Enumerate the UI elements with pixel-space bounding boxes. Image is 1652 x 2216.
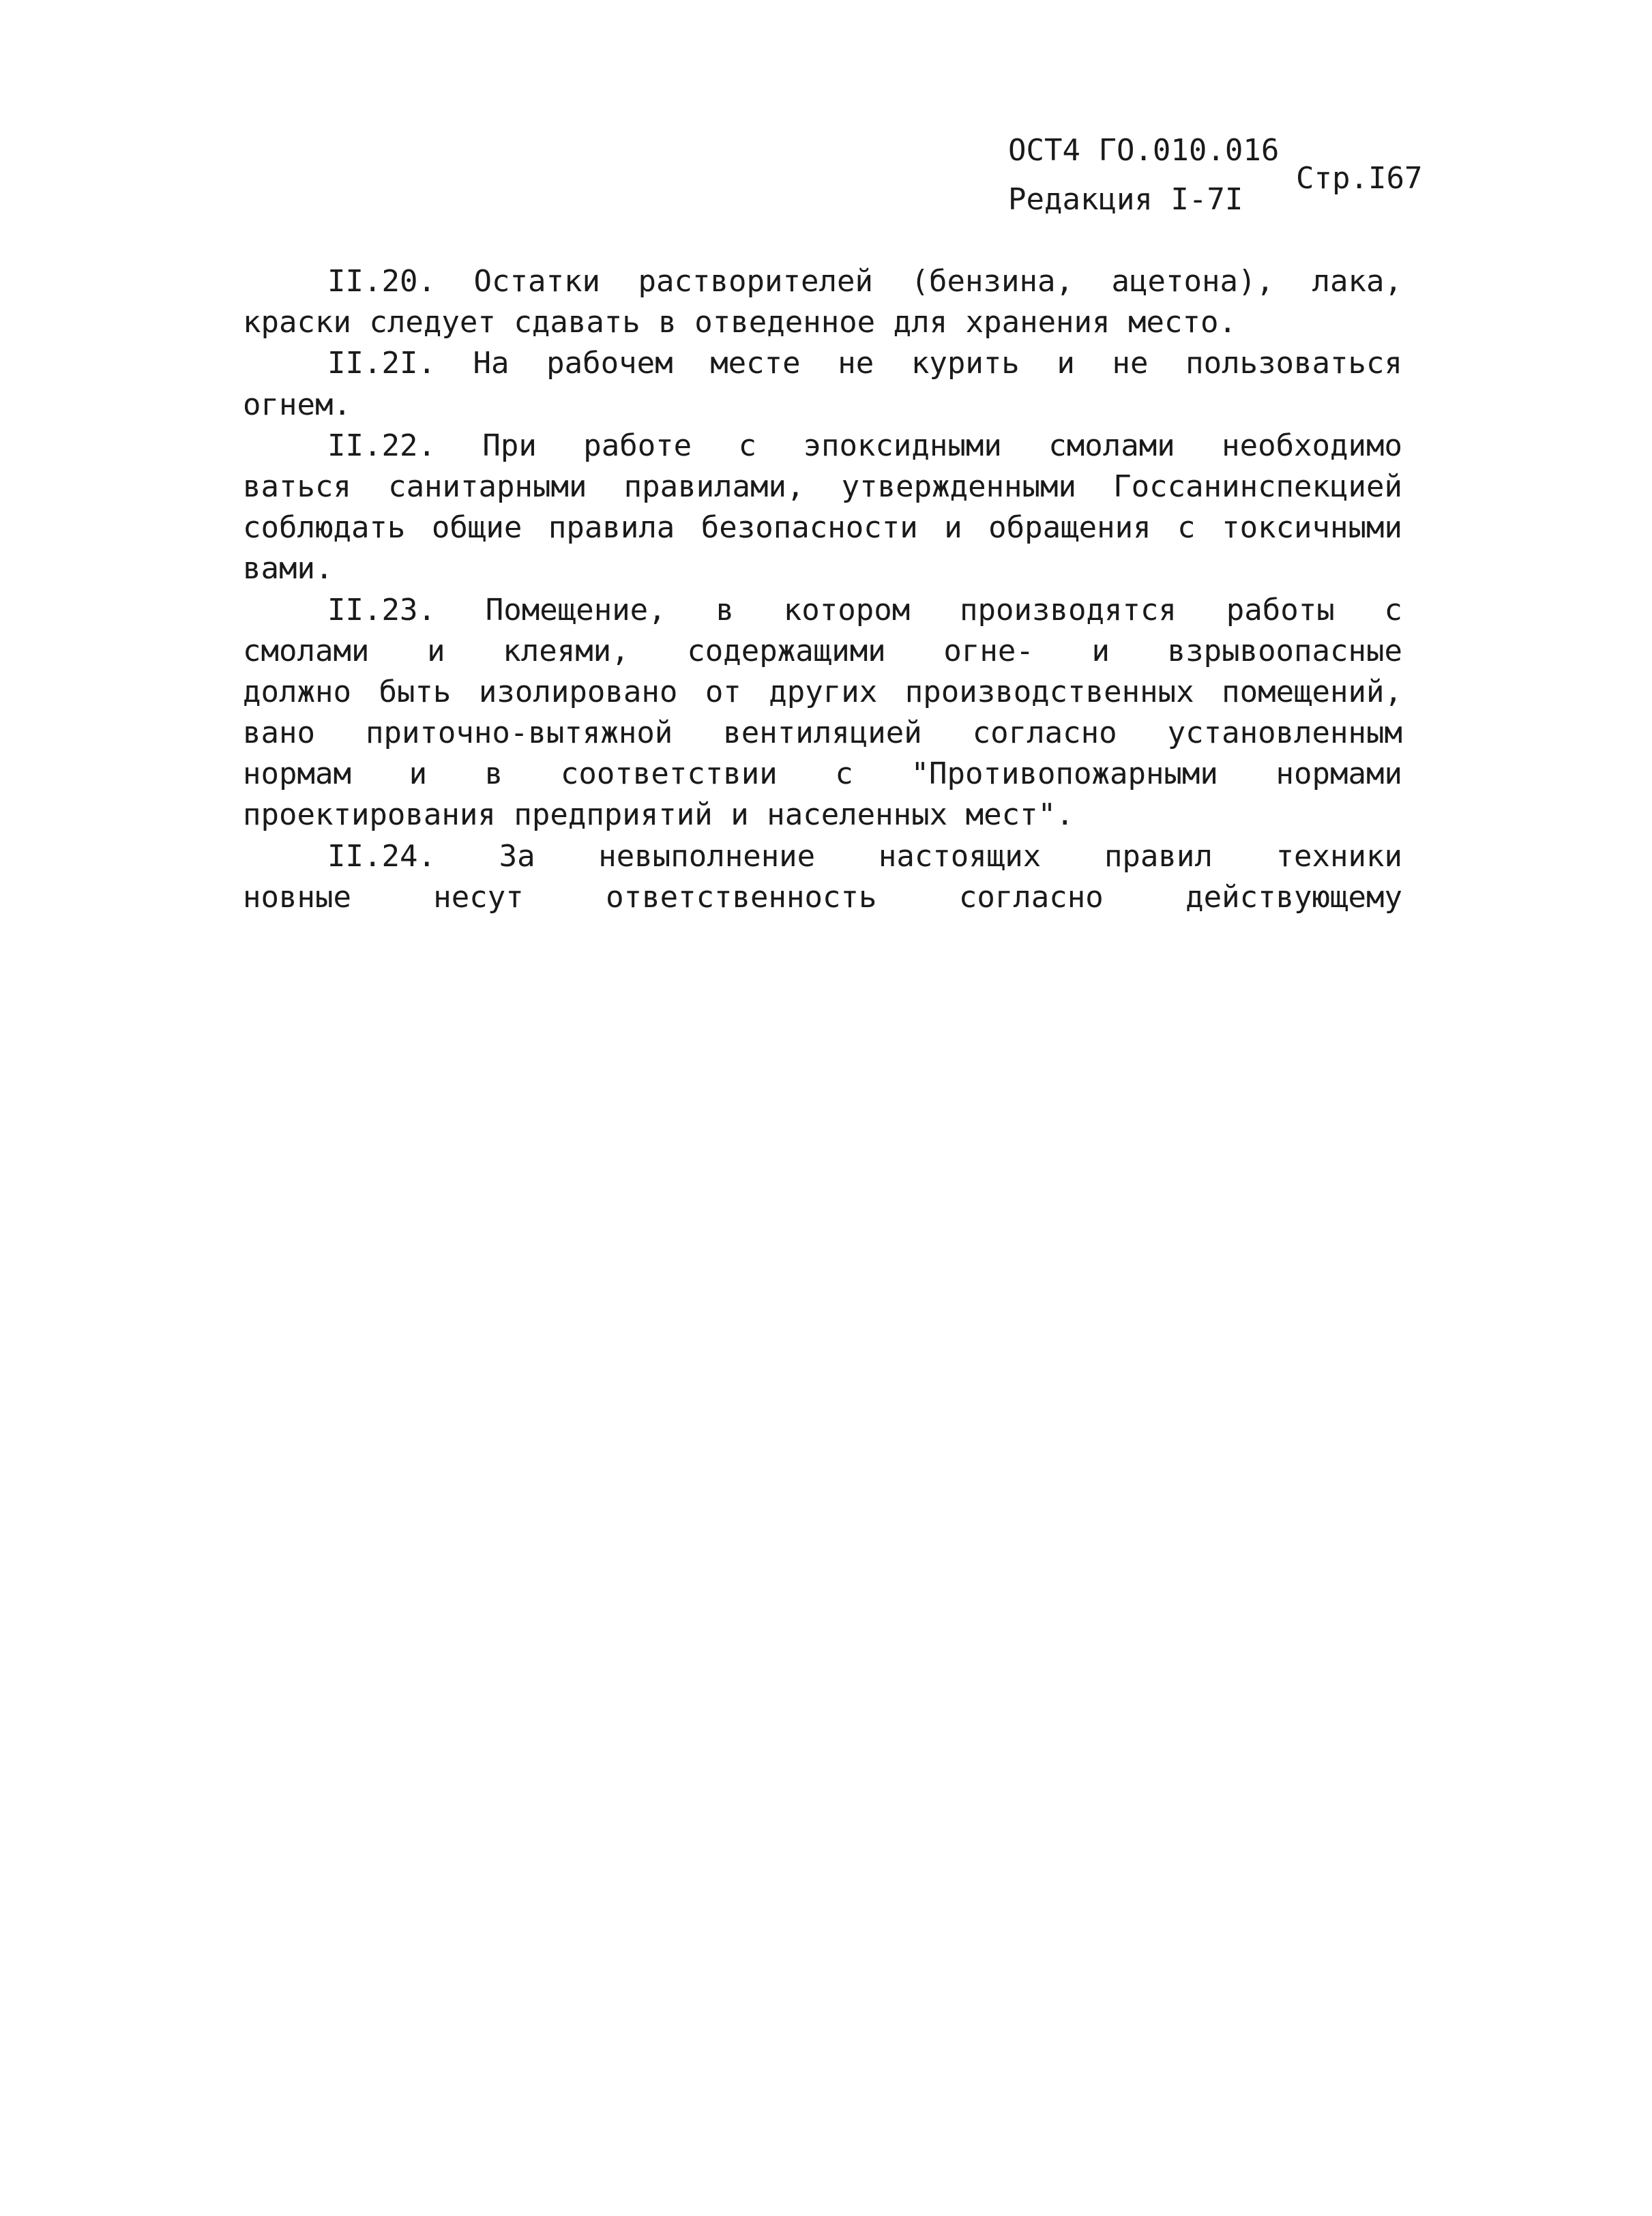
document-header [1008, 126, 1279, 224]
text-line: II.2I. На рабочем месте не курить и не пользоваться [327, 346, 1402, 381]
text-line: вано приточно-вытяжной вентиляцией согласно установленным [243, 715, 1402, 751]
text-line: II.23. Помещение, в котором производятся работы с [327, 592, 1402, 627]
text-line: краски следует сдавать в отведенное для хранения место. [243, 305, 1237, 340]
edition-label: Редакция I-7I [1008, 182, 1243, 217]
text-line: проектирования предприятий и населенных мест". [243, 797, 1074, 833]
text-line: соблюдать общие правила безопасности и обращения с токсичными [243, 510, 1402, 546]
standard-code: ОСТ4 ГО.010.016 [1008, 133, 1280, 168]
text-line: новные несут ответственность согласно действующему [243, 879, 1402, 915]
text-line: смолами и клеями, содержащими огне- и взрывоопасные [243, 633, 1402, 668]
text-line: II.20. Остатки растворителей (бензина, ацетона), лака, [327, 264, 1402, 299]
text-line: II.22. При работе с эпоксидными смолами необходимо [327, 428, 1402, 463]
text-line: должно быть изолировано от других производственных помещений, [243, 674, 1402, 709]
text-line: нормам и в соответствии с "Противопожарными нормами [243, 756, 1402, 792]
text-line: огнем. [243, 387, 351, 422]
text-line: II.24. За невыполнение настоящих правил техники [327, 838, 1402, 874]
text-line: вами. [243, 551, 334, 587]
document-body [243, 261, 1402, 918]
page-number: Стр.I67 [1296, 161, 1423, 196]
text-line: ваться санитарными правилами, утвержденными Госсанинспекцией [243, 469, 1402, 504]
